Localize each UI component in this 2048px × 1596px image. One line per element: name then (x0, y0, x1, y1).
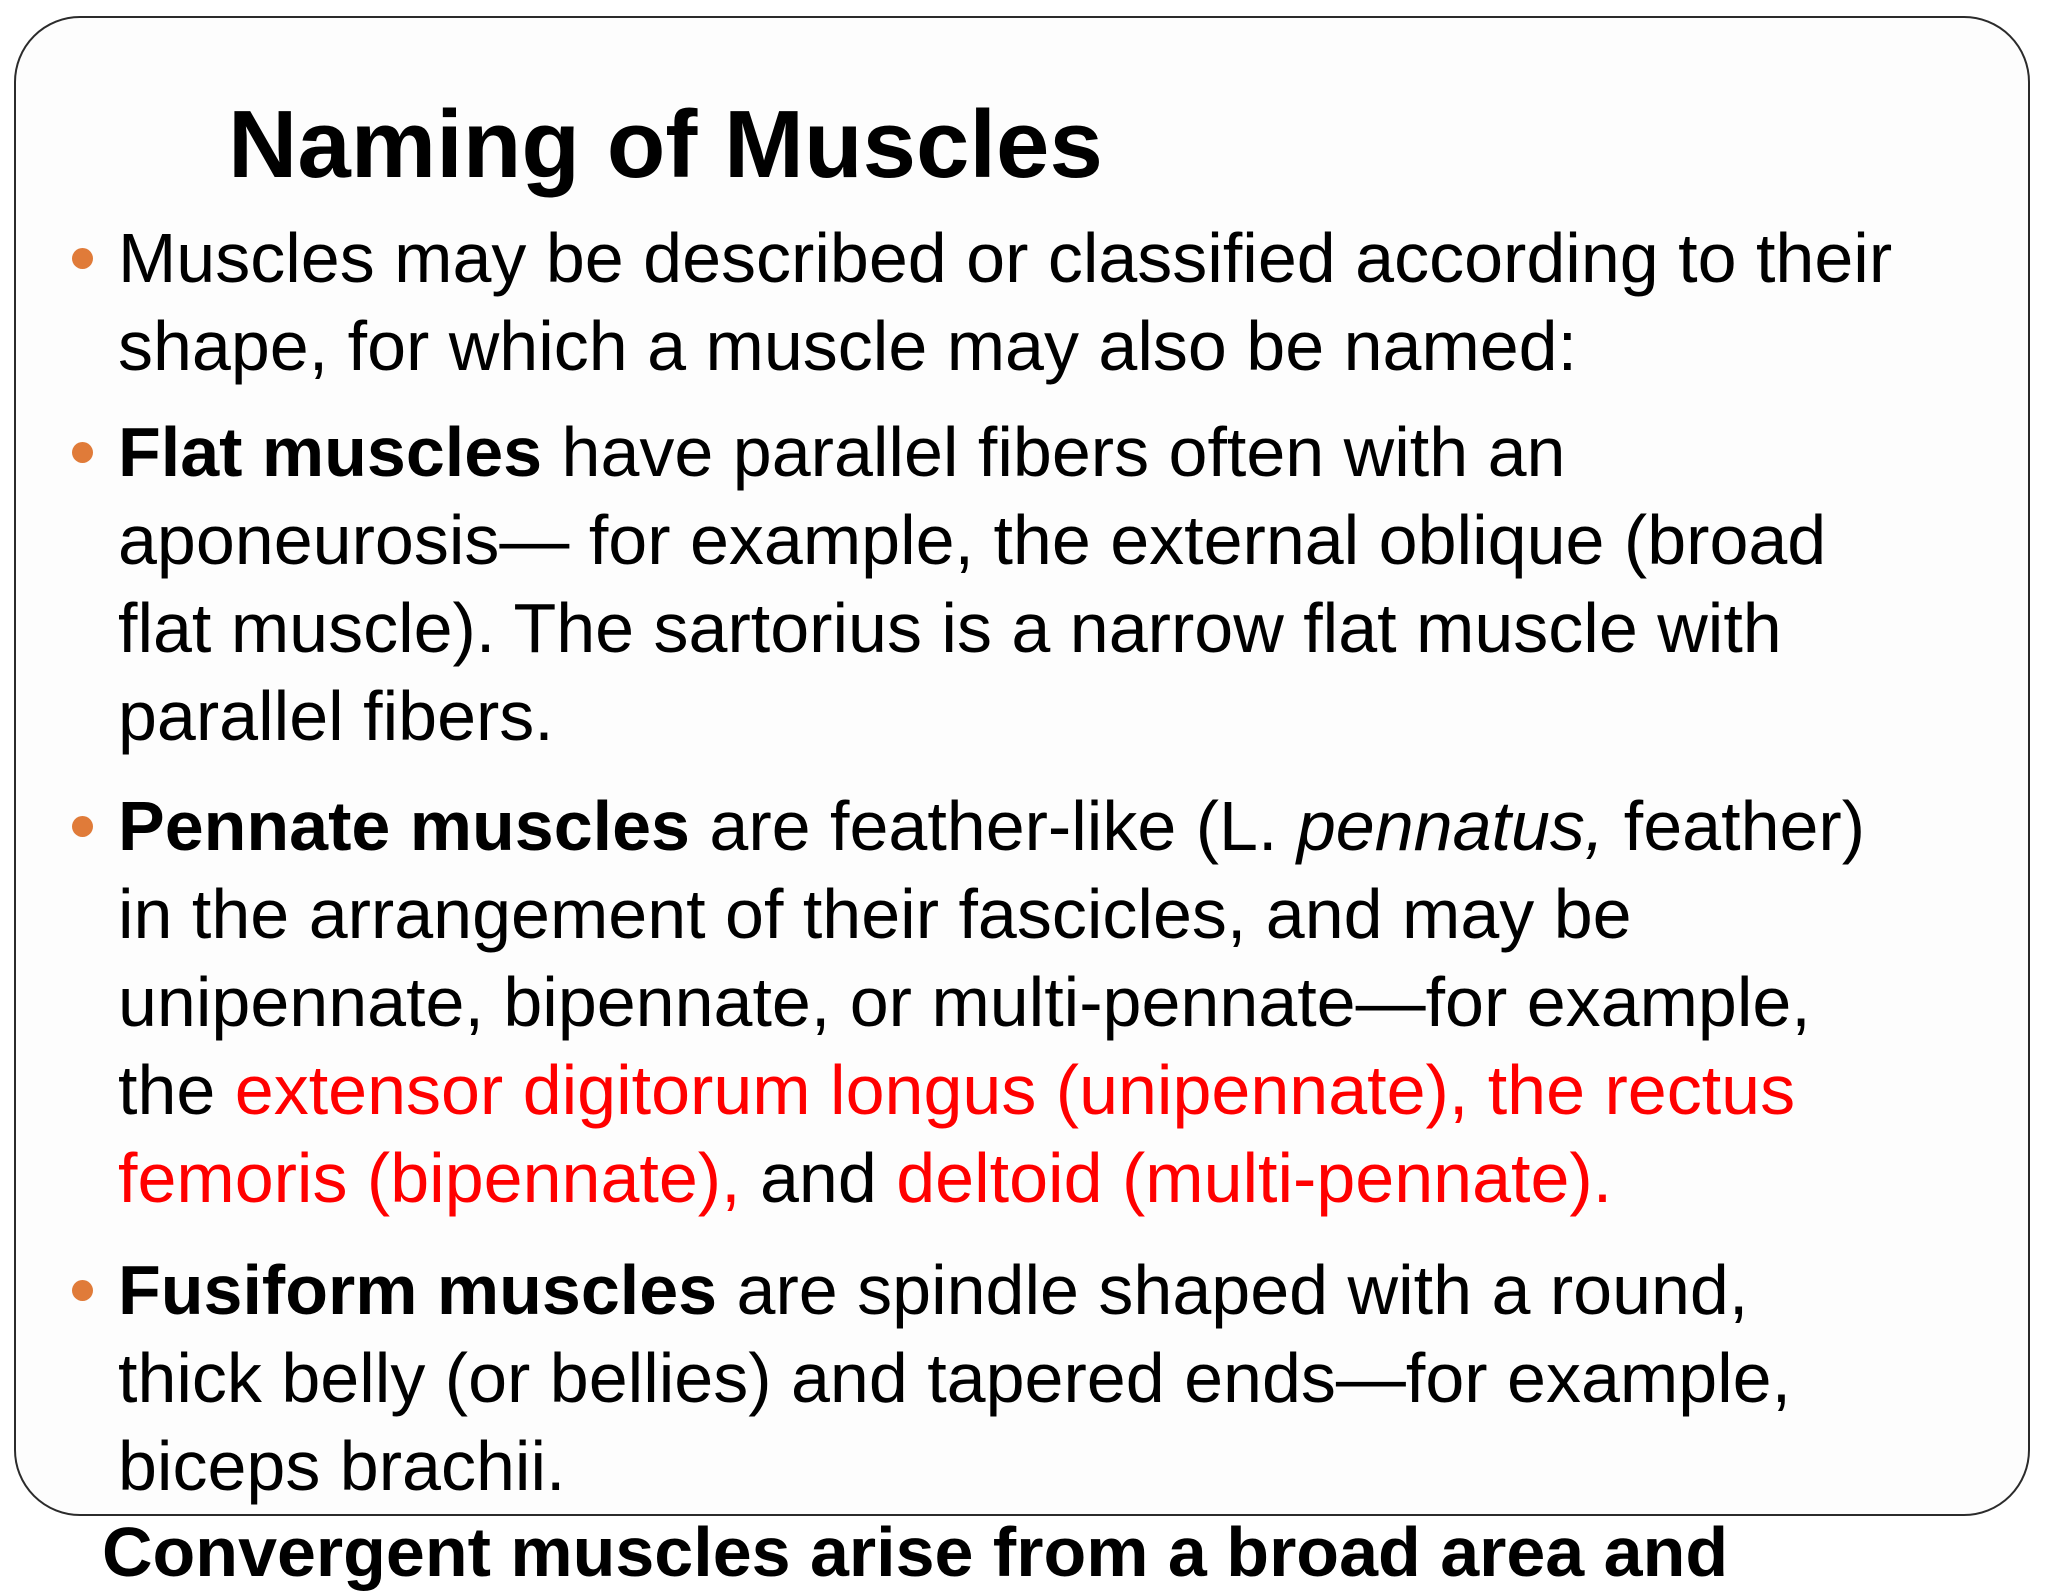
bullet-dot-icon (72, 1280, 93, 1301)
bullet-line (118, 408, 2018, 496)
bullet-line: biceps brachii. (118, 1427, 566, 1505)
cut-off-next-bullet: Convergent muscles arise from a broad area and (102, 1513, 1729, 1591)
bullet-text: the (118, 1051, 235, 1129)
bullet-line: unipennate, bipennate, or multi-pennate—for example, (118, 963, 1811, 1041)
bullet-text: and (740, 1139, 897, 1217)
bullet-pennate-muscles (118, 782, 2018, 1222)
bullet-line: parallel fibers. (118, 677, 554, 755)
highlight-text: extensor digitorum longus (unipennate), the rectus (234, 1051, 1796, 1129)
bullet-list (16, 18, 2028, 1514)
bullet-text: are feather-like (L. (689, 787, 1297, 865)
bullet-line (118, 1134, 2018, 1222)
bullet-text: feather) (1604, 787, 1866, 865)
slide-title: Naming of Muscles (228, 91, 1103, 198)
bullet-line: shape, for which a muscle may also be named: (118, 307, 1578, 385)
bullet-line: thick belly (or bellies) and tapered ends—for example, (118, 1339, 1792, 1417)
term-fusiform-muscles: Fusiform muscles (118, 1251, 718, 1329)
bullet-line (118, 782, 2018, 870)
bullet-text: have parallel fibers often with an (542, 413, 1566, 491)
latin-term: pennatus, (1296, 787, 1605, 865)
slide-frame (14, 16, 2030, 1516)
bullet-dot-icon (72, 248, 93, 269)
bullet-line (118, 1046, 2018, 1134)
term-flat-muscles: Flat muscles (118, 413, 543, 491)
highlight-text: femoris (bipennate), (118, 1139, 741, 1217)
bullet-line: in the arrangement of their fascicles, and may be (118, 875, 1632, 953)
bullet-line: aponeurosis— for example, the external oblique (broad (118, 501, 1827, 579)
bullet-flat-muscles (118, 408, 2018, 760)
term-pennate-muscles: Pennate muscles (118, 787, 690, 865)
bullet-line (118, 1246, 2018, 1334)
bullet-text: are spindle shaped with a round, (717, 1251, 1749, 1329)
bullet-line: flat muscle). The sartorius is a narrow flat muscle with (118, 589, 1782, 667)
highlight-text: deltoid (multi-pennate). (896, 1139, 1613, 1217)
bullet-dot-icon (72, 816, 93, 837)
bullet-fusiform-muscles (118, 1246, 2018, 1510)
bullet-intro (118, 214, 2018, 390)
bullet-dot-icon (72, 442, 93, 463)
bullet-line: Muscles may be described or classified according to their (118, 219, 1893, 297)
